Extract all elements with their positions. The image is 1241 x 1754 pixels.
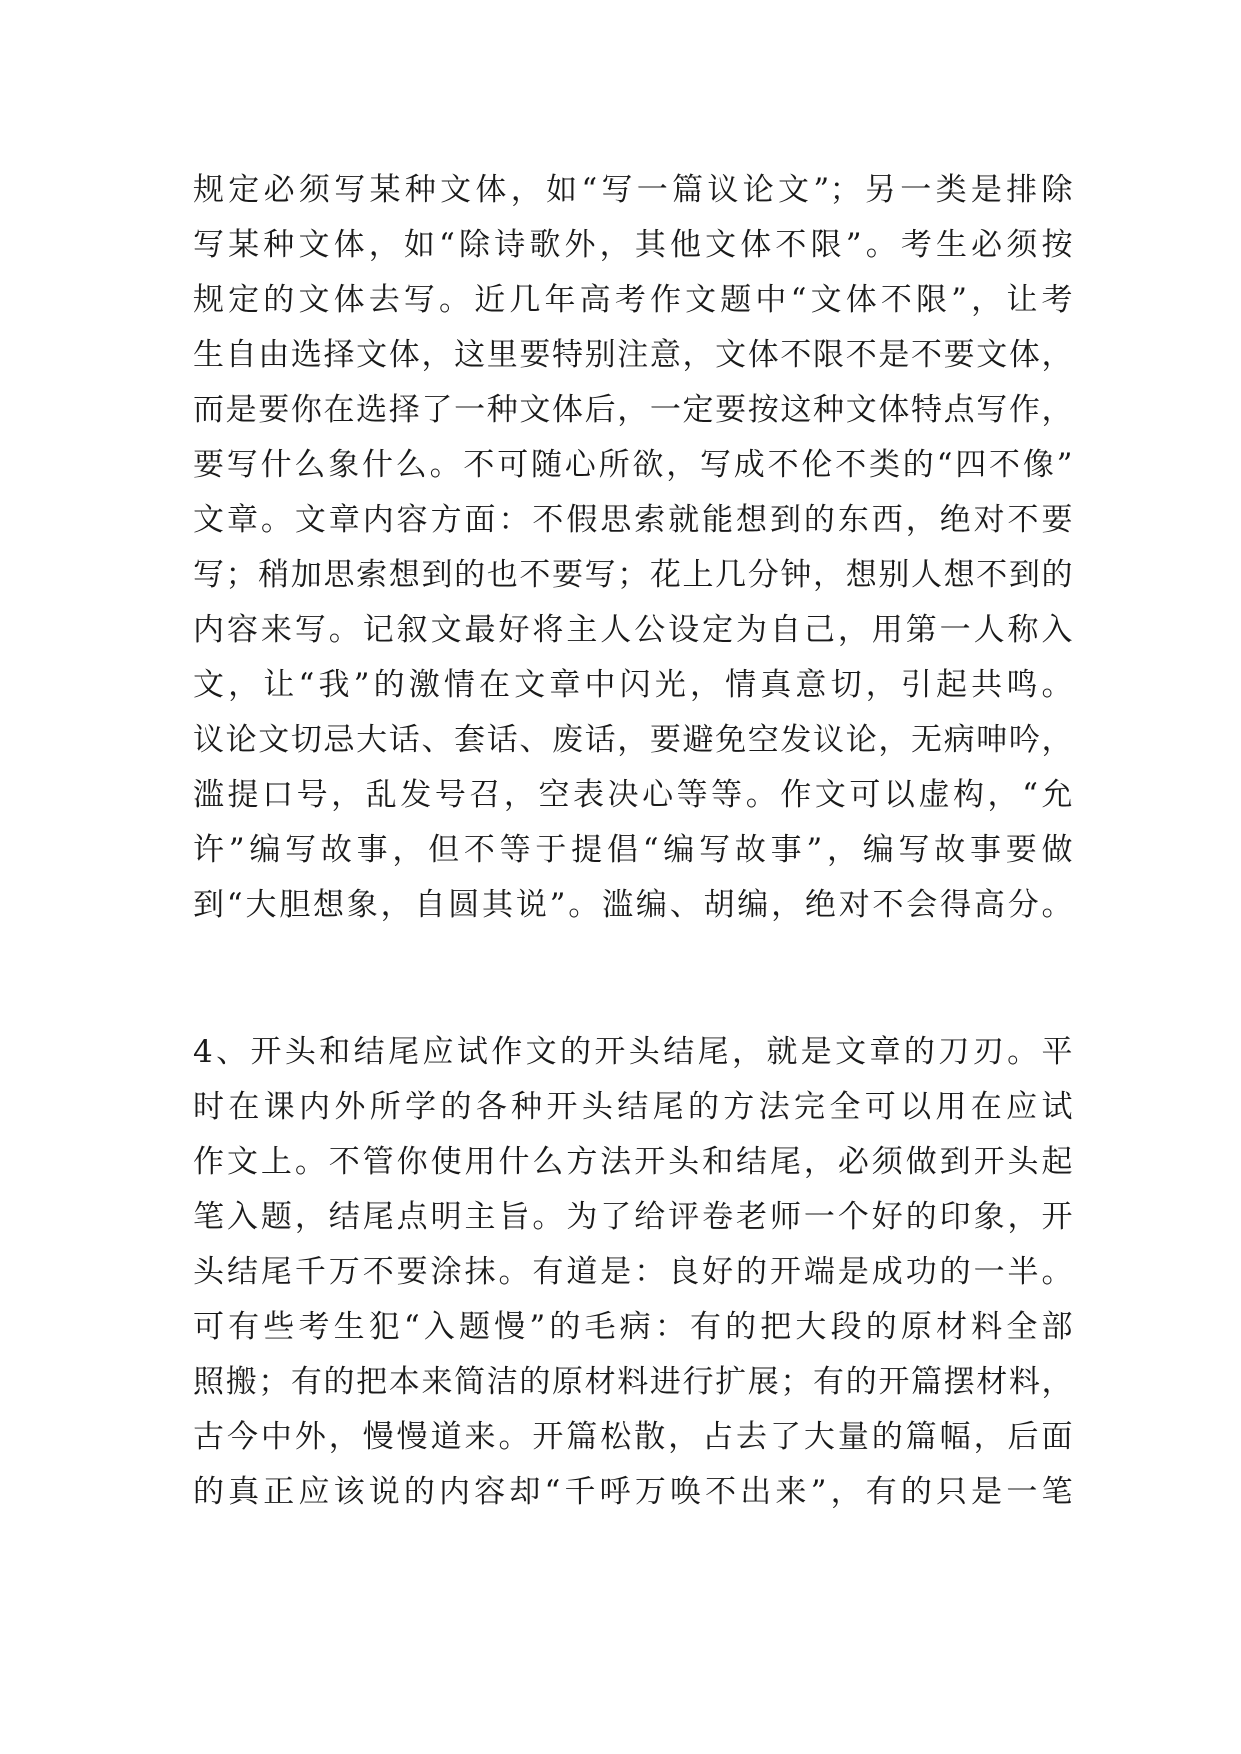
text-line: 内容来写。记叙文最好将主人公设定为自己，用第一人称入 (193, 612, 1073, 648)
text-line: 生自由选择文体，这里要特别注意，文体不限不是不要文体， (193, 337, 1073, 373)
text-line: 要写什么象什么。不可随心所欲，写成不伦不类的“四不像” (193, 447, 1073, 483)
text-line: 写某种文体，如“除诗歌外，其他文体不限”。考生必须按 (193, 227, 1073, 263)
text-line: 作文上。不管你使用什么方法开头和结尾，必须做到开头起 (193, 1144, 1073, 1180)
text-line: 许”编写故事，但不等于提倡“编写故事”，编写故事要做 (193, 832, 1073, 868)
text-line: 4、开头和结尾应试作文的开头结尾，就是文章的刀刃。平 (193, 1034, 1073, 1070)
text-line: 规定必须写某种文体，如“写一篇议论文”；另一类是排除 (193, 172, 1073, 208)
text-line: 写；稍加思索想到的也不要写；花上几分钟，想别人想不到的 (193, 557, 1073, 593)
text-line: 议论文切忌大话、套话、废话，要避免空发议论，无病呻吟， (193, 722, 1073, 758)
text-line: 文，让“我”的激情在文章中闪光，情真意切，引起共鸣。 (193, 667, 1073, 703)
text-line: 古今中外，慢慢道来。开篇松散，占去了大量的篇幅，后面 (193, 1419, 1073, 1455)
text-line: 头结尾千万不要涂抹。有道是：良好的开端是成功的一半。 (193, 1254, 1073, 1290)
text-line: 规定的文体去写。近几年高考作文题中“文体不限”，让考 (193, 282, 1073, 318)
text-line: 文章。文章内容方面：不假思索就能想到的东西，绝对不要 (193, 502, 1073, 538)
paragraph-writing-style (193, 163, 1073, 933)
text-line: 而是要你在选择了一种文体后，一定要按这种文体特点写作， (193, 392, 1073, 428)
text-line: 笔入题，结尾点明主旨。为了给评卷老师一个好的印象，开 (193, 1199, 1073, 1235)
text-line: 照搬；有的把本来简洁的原材料进行扩展；有的开篇摆材料， (193, 1364, 1073, 1400)
text-line: 滥提口号，乱发号召，空表决心等等。作文可以虚构，“允 (193, 777, 1073, 813)
text-line: 到“大胆想象，自圆其说”。滥编、胡编，绝对不会得高分。 (193, 887, 1073, 923)
text-line: 时在课内外所学的各种开头结尾的方法完全可以用在应试 (193, 1089, 1073, 1125)
paragraph-opening-ending (193, 1025, 1073, 1520)
text-line: 的真正应该说的内容却“千呼万唤不出来”，有的只是一笔 (193, 1474, 1073, 1510)
text-line: 可有些考生犯“入题慢”的毛病：有的把大段的原材料全部 (193, 1309, 1073, 1345)
